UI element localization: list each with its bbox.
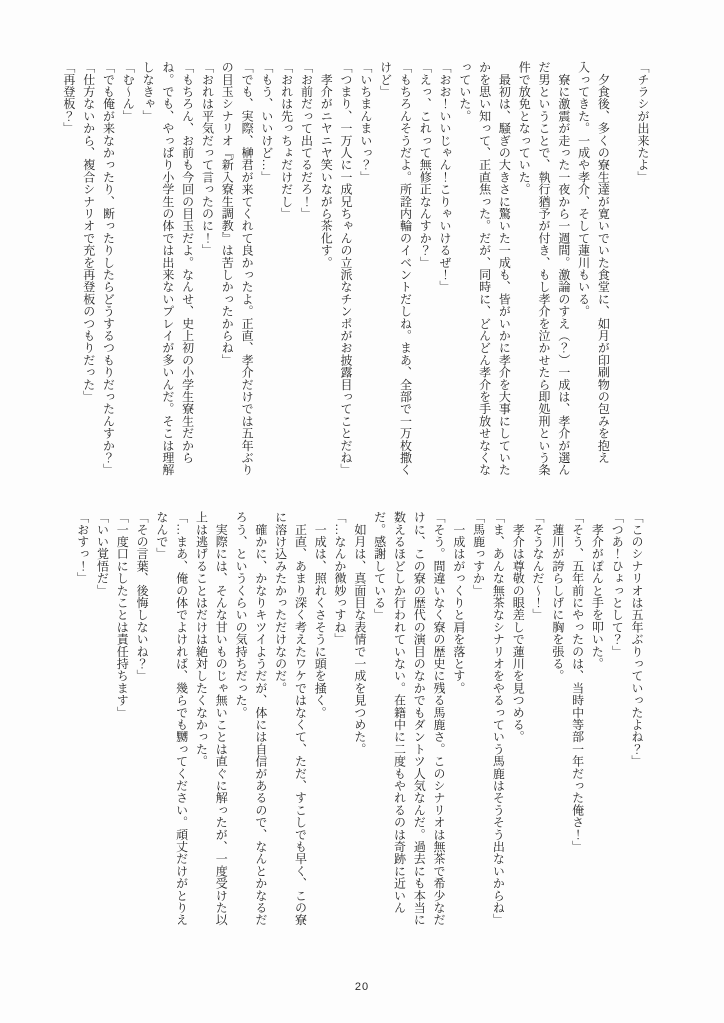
text-line: 一成は、照れくさそうに頭を掻く。 — [313, 511, 328, 719]
text-line: 「えっ、これって無修正なんすか？」 — [418, 61, 433, 269]
text-line: だ男ということで、執行猶予が付き、もし孝介を泣かせたら即処刑という条 — [537, 61, 552, 476]
text-line: だ。感謝している」 — [372, 511, 387, 621]
text-line: 「む〜ん」 — [121, 61, 136, 122]
text-line: 最初は、騒ぎの大きさに驚いた一成も、皆がいかに孝介を大事にしていた — [497, 61, 512, 476]
text-line: 「馬鹿っすか」 — [471, 511, 486, 597]
text-line: 「つあ！ひょっとして？」 — [610, 511, 625, 658]
text-line: 「一度口にしたことは責任持ちます」 — [115, 511, 130, 719]
text-line: 「お前だって出てるだろ！」 — [299, 61, 314, 220]
text-line: かを思い知って、正直焦った。だが、同時に、どんどん孝介を手放せなくな — [477, 61, 492, 476]
text-line: けど」 — [378, 61, 393, 98]
text-line: 孝介がニヤニヤ笑いながら茶化す。 — [319, 61, 334, 269]
text-line: 「仕方ないから、複合シナリオで充を再登板のつもりだった」 — [81, 61, 96, 403]
text-line: 「おれは先っちょだけだし」 — [279, 61, 294, 220]
text-line — [612, 61, 632, 489]
text-line: 「そうなんだ〜！」 — [531, 511, 546, 621]
text-line: 「…まあ、俺の体でよければ、幾らでも嬲ってください。頑丈だけがとりえ — [174, 511, 189, 926]
text-line: 如月は、真面目な表情で一成を見つめた。 — [352, 511, 367, 755]
text-line: 「おすっ！」 — [75, 511, 90, 585]
text-line: 確かに、かなりキツイようだが、体には自信があるので、なんとかなるだ — [253, 511, 268, 926]
page-number: 20 — [354, 981, 370, 993]
text-line: 上は逃げることはだけは絶対したくなかった。 — [194, 511, 209, 768]
text-line: ね。でも、やっぱり小学生の体では出来ないプレイが多いんだ。そこは理解 — [160, 61, 175, 476]
text-line: 孝介は尊敬の眼差しで蓮川を見つめる。 — [511, 511, 526, 743]
text-line: 「もちろんそうだよ。所詮内輪のイベントだしね。まあ、全部で一万枚撒く — [398, 61, 413, 476]
text-line: 数えるほどしか行われていない。在籍中に二度もやれるのは奇跡に近いん — [392, 511, 407, 914]
text-line: 「このシナリオは五年ぶりっていったよね？」 — [630, 511, 644, 768]
text-line: 寮に激震が走った一夜から一週間。激論のすえ（？）一成は、孝介が選ん — [556, 61, 571, 476]
text-line: 「つまり、一万人に一成兄ちゃんの立派なチンポがお披露目ってことだね」 — [339, 61, 354, 476]
text-line: 「いい覚悟だ」 — [95, 511, 110, 597]
text-line: なんで」 — [154, 511, 169, 560]
text-line: っていた。 — [457, 61, 472, 122]
text-line: 「おれは平気だって言ったのに！」 — [200, 61, 215, 257]
text-line: けに、この寮の歴代の演目のなかでもダントツ人気なんだ。過去にも本当に — [412, 511, 427, 926]
text-line: ろう、というくらいの気持ちだった。 — [234, 511, 249, 719]
text-line: に溶け込みたかっただけなのだ。 — [273, 511, 288, 694]
text-line: 「ま、あんな無茶なシナリオをやるっていう馬鹿はそうそう出ないからね」 — [491, 511, 506, 926]
text-line: の目玉シナリオ『新入寮生調教』は苦しかったからね」 — [220, 61, 235, 366]
text-line: しなきゃ」 — [141, 61, 156, 122]
text-line: 「そう。間違いなく寮の歴史に残る馬鹿さ。このシナリオは無茶で希少なだ — [432, 511, 447, 926]
text-line: 「もう、いいけど…」 — [259, 61, 274, 183]
text-line: 「でも、実際、榊君が来てくれて良かったよ。正直、孝介だけでは五年ぶり — [240, 61, 255, 476]
text-line: 「再登板？」 — [61, 61, 76, 135]
text-line: 「チラシが出来たよ」 — [636, 61, 650, 183]
text-line: 入ってきた。一成や孝介、そして蓮川もいる。 — [576, 61, 591, 318]
text-line: 「いちまんまいっ？」 — [358, 61, 373, 183]
text-line: 蓮川が誇らしげに胸を張る。 — [550, 511, 565, 682]
text-line: 実際には、そんな甘いものじゃ無いことは直ぐに解ったが、一度受けた以 — [214, 511, 229, 926]
text-line: 「そう、五年前にやったのは、当時中等部一年だった俺さ！」 — [570, 511, 585, 853]
text-line: 件で放免となっていた。 — [517, 61, 532, 196]
text-line: 「おお！いいじゃん！こりゃいけるぜ！」 — [438, 61, 453, 293]
text-line: 孝介がぽんと手を叩いた。 — [590, 511, 605, 670]
text-block-top — [58, 61, 652, 489]
text-line: 「その言葉、後悔しないね？」 — [135, 511, 150, 682]
text-line: 「でも俺が来なかったり、断ったりしたらどうするつもりだったんすか？」 — [101, 61, 116, 476]
text-line: 夕食後、多くの寮生達が寛いでいた食堂に、如月が印刷物の包みを抱え — [596, 61, 611, 464]
text-line: 正直、あまり深く考えたワケではなくて、ただ、すこしでも早く、この寮 — [293, 511, 308, 926]
text-line: 「もちろん、お前も今回の目玉だよ。なんせ、史上初の小学生寮生だから — [180, 61, 195, 464]
text-line: 「…なんか微妙っすね」 — [333, 511, 348, 646]
text-line: 一成はがっくりと肩を落とす。 — [451, 511, 466, 694]
text-block-bottom — [72, 511, 646, 939]
